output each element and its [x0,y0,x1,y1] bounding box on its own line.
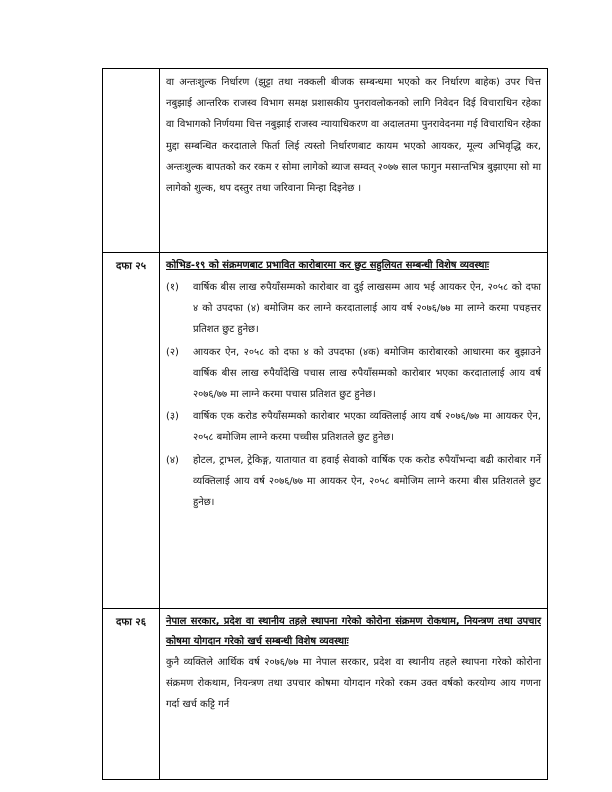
list-item-text: वार्षिक एक करोड रुपैयाँसम्मको कारोबार भएका व्यक्तिलाई आय वर्ष २०७६/७७ मा आयकर ऐन, २०५८ बमोजिम लाग्ने करमा पच्चीस प्रतिशतले छुट हुनेछ। [193,411,541,444]
list-item-number: (२) [166,346,179,358]
law-provisions-table [102,68,548,780]
list-item-text: वार्षिक बीस लाख रुपैयाँसम्मको कारोबार वा दुई लाखसम्म आय भई आयकर ऐन, २०५८ को दफा ४ को उपदफा (४) बमोजिम कर लाग्ने करदातालाई आय वर्ष २०७६/७७ मा लाग्ने करमा पचहत्तर प्रतिशत छुट हुनेछ। [193,282,541,336]
list-item-number: (४) [166,454,179,466]
list-item [166,342,541,406]
list-item [166,277,541,341]
table-row [103,253,548,609]
list-item-number: (१) [166,282,179,293]
list-item-text: आयकर ऐन, २०५८ को दफा ४ को उपदफा (४क) बमोजिम कारोबारको आधारमा कर बुझाउने वार्षिक बीस लाख रुपैयाँदेखि पचास लाख रुपैयाँसम्मको कारोबार भएका करदातालाई आय वर्ष २०७६/७७ मा लाग्ने करमा पचास प्रतिशत छुट हुनेछ। [193,346,541,401]
section-text-cell [160,609,548,780]
table-row [103,69,548,253]
table-row [103,609,548,780]
section-number-cell: दफा २६ [103,609,160,780]
section-paragraph: कुनै व्यक्तिले आर्थिक वर्ष २०७६/७७ मा नेपाल सरकार, प्रदेश वा स्थानीय तहले स्थापना गरेको कोरोना संक्रमण रोकथाम, नियन्त्रण तथा उपचार कोषमा योगदान गरेको रकम उक्त वर्षको करयोग्य आय गणना गर्दा खर्च कट्टि गर्न [166,657,541,711]
list-item [166,450,541,514]
section-text-cell [160,69,548,253]
continued-paragraph: वा अन्तःशुल्क निर्धारण (झुट्टा तथा नक्कली बीजक सम्बन्धमा भएको कर निर्धारण बाहेक) उपर चित्त नबुझाई आन्तरिक राजस्व विभाग समक्ष प्रशासकीय पुनरावलोकनको लागि निवेदन दिई विचाराधिन रहेका वा विभागको निर्णयमा चित्त नबुझाई राजस्व न्यायाधिकरण वा अदालतमा पुनरावेदनमा गई विचाराधिन रहेका मुद्दा सम्बन्धित करदाताले फिर्ता लिई त्यस्तो निर्धारणबाट कायम भएको आयकर, मूल्य अभिवृद्धि कर, अन्तःशुल्क बापतको कर रकम र सोमा लागेको ब्याज सम्वत् २०७७ साल फागुन मसान्तभित्र बुझाएमा सो मा लागेको शुल्क, थप दस्तुर तथा जरिवाना मिन्हा दिइनेछ । [166,77,541,195]
list-item-number: (३) [166,411,179,423]
section-heading: नेपाल सरकार, प्रदेश वा स्थानीय तहले स्थापना गरेको कोरोना संक्रमण रोकथाम, नियन्त्रण तथा उपचार कोषमा योगदान गरेको खर्च सम्बन्धी विशेष व्यवस्थाः [166,616,541,647]
list-item-text: होटल, ट्राभल, ट्रेकिङ्ग, यातायात वा हवाई सेवाको वार्षिक एक करोड रुपैयाँभन्दा बढी कारोबार गर्ने व्यक्तिलाई आय वर्ष २०७६/७७ मा आयकर ऐन, २०५८ बमोजिम लाग्ने करमा बीस प्रतिशतले छुट हुनेछ। [193,454,541,509]
section-text-cell [160,253,548,609]
section-heading: कोभिड-१९ को संक्रमणबाट प्रभावित कारोबारमा कर छुट सहुलियत सम्बन्धी विशेष व्यवस्थाः [166,260,490,271]
list-item [166,406,541,448]
section-number-cell [103,69,160,253]
section-number-cell: दफा २५ [103,253,160,609]
